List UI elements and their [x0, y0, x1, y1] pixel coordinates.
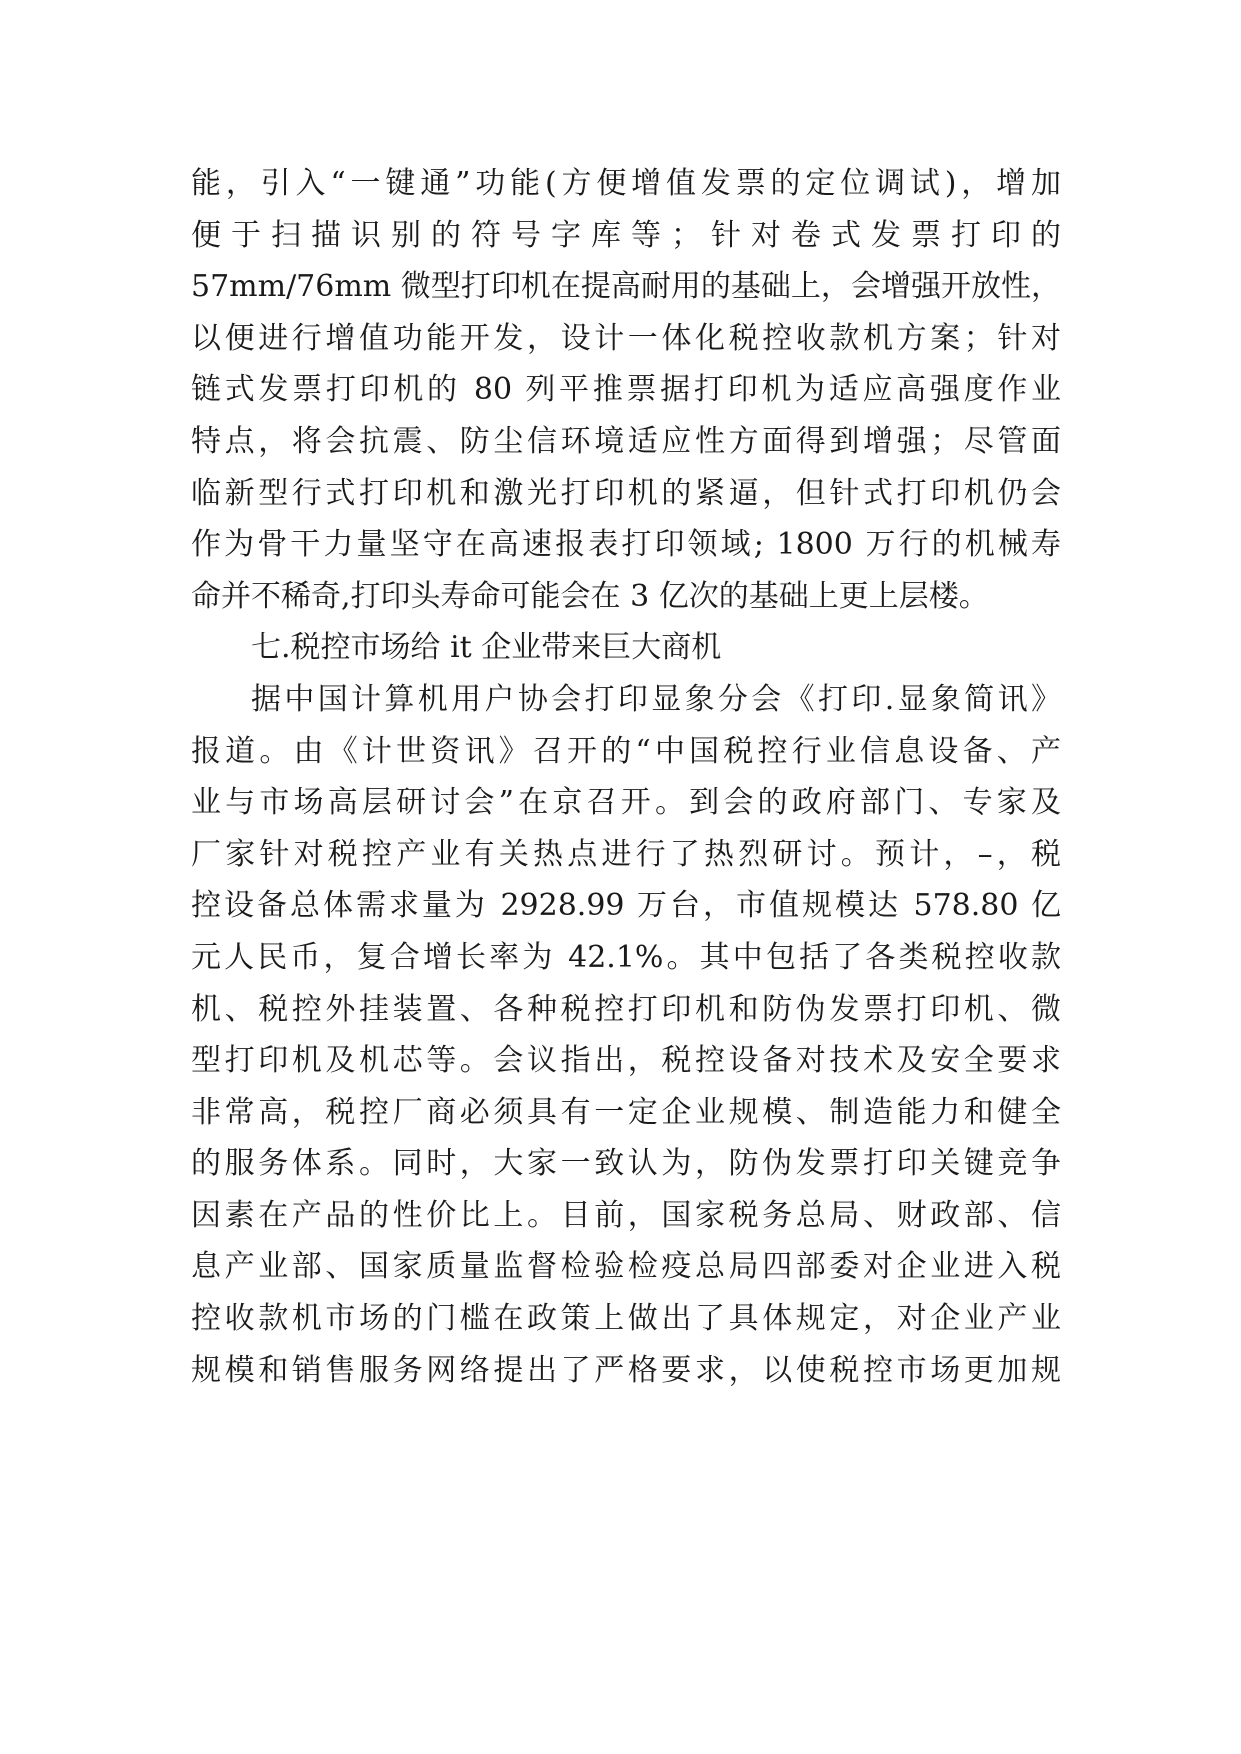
text-line: 报道。由《计世资讯》召开的“中国税控行业信息设备、产	[191, 733, 1061, 769]
text-line: 据中国计算机用户协会打印显象分会《打印.显象简讯》	[251, 681, 1061, 717]
text-line: 厂家针对税控产业有关热点进行了热烈研讨。预计，–，税	[191, 836, 1061, 872]
text-line: 作为骨干力量坚守在高速报表打印领域; 1800 万行的机械寿	[191, 527, 1061, 563]
text-line: 因素在产品的性价比上。目前，国家税务总局、财政部、信	[191, 1197, 1061, 1233]
text-line: 特点，将会抗震、防尘信环境适应性方面得到增强；尽管面	[191, 423, 1061, 459]
text-line: 57mm/76mm 微型打印机在提高耐用的基础上，会增强开放性，	[191, 269, 1061, 305]
paragraph-continued	[191, 158, 1061, 622]
text-line: 元人民币，复合增长率为 42.1%。其中包括了各类税控收款	[191, 939, 1061, 975]
text-line: 临新型行式打印机和激光打印机的紧逼，但针式打印机仍会	[191, 475, 1061, 511]
text-line: 机、税控外挂装置、各种税控打印机和防伪发票打印机、微	[191, 991, 1061, 1027]
text-line: 息产业部、国家质量监督检验检疫总局四部委对企业进入税	[191, 1249, 1061, 1285]
text-line: 规模和销售服务网络提出了严格要求，以使税控市场更加规	[191, 1352, 1061, 1388]
text-line: 业与市场高层研讨会”在京召开。到会的政府部门、专家及	[191, 785, 1061, 821]
section-heading: 七.税控市场给 it 企业带来巨大商机	[251, 630, 722, 666]
text-line: 的服务体系。同时，大家一致认为，防伪发票打印关键竞争	[191, 1146, 1061, 1182]
text-line: 控收款机市场的门槛在政策上做出了具体规定，对企业产业	[191, 1301, 1061, 1337]
text-line: 型打印机及机芯等。会议指出，税控设备对技术及安全要求	[191, 1043, 1061, 1079]
text-line: 非常高，税控厂商必须具有一定企业规模、制造能力和健全	[191, 1094, 1061, 1130]
text-line: 命并不稀奇,打印头寿命可能会在 3 亿次的基础上更上层楼。	[191, 578, 989, 614]
text-line: 控设备总体需求量为 2928.99 万台，市值规模达 578.80 亿	[191, 888, 1061, 924]
paragraph-tax-control-market	[191, 674, 1061, 1396]
document-body	[191, 158, 1061, 1396]
text-line: 能，引入“一键通”功能(方便增值发票的定位调试)，增加	[191, 166, 1061, 201]
text-line: 便于扫描识别的符号字库等；针对卷式发票打印的	[191, 217, 1061, 253]
text-line: 链式发票打印机的 80 列平推票据打印机为适应高强度作业	[191, 372, 1061, 408]
text-line: 以便进行增值功能开发，设计一体化税控收款机方案；针对	[191, 320, 1061, 356]
